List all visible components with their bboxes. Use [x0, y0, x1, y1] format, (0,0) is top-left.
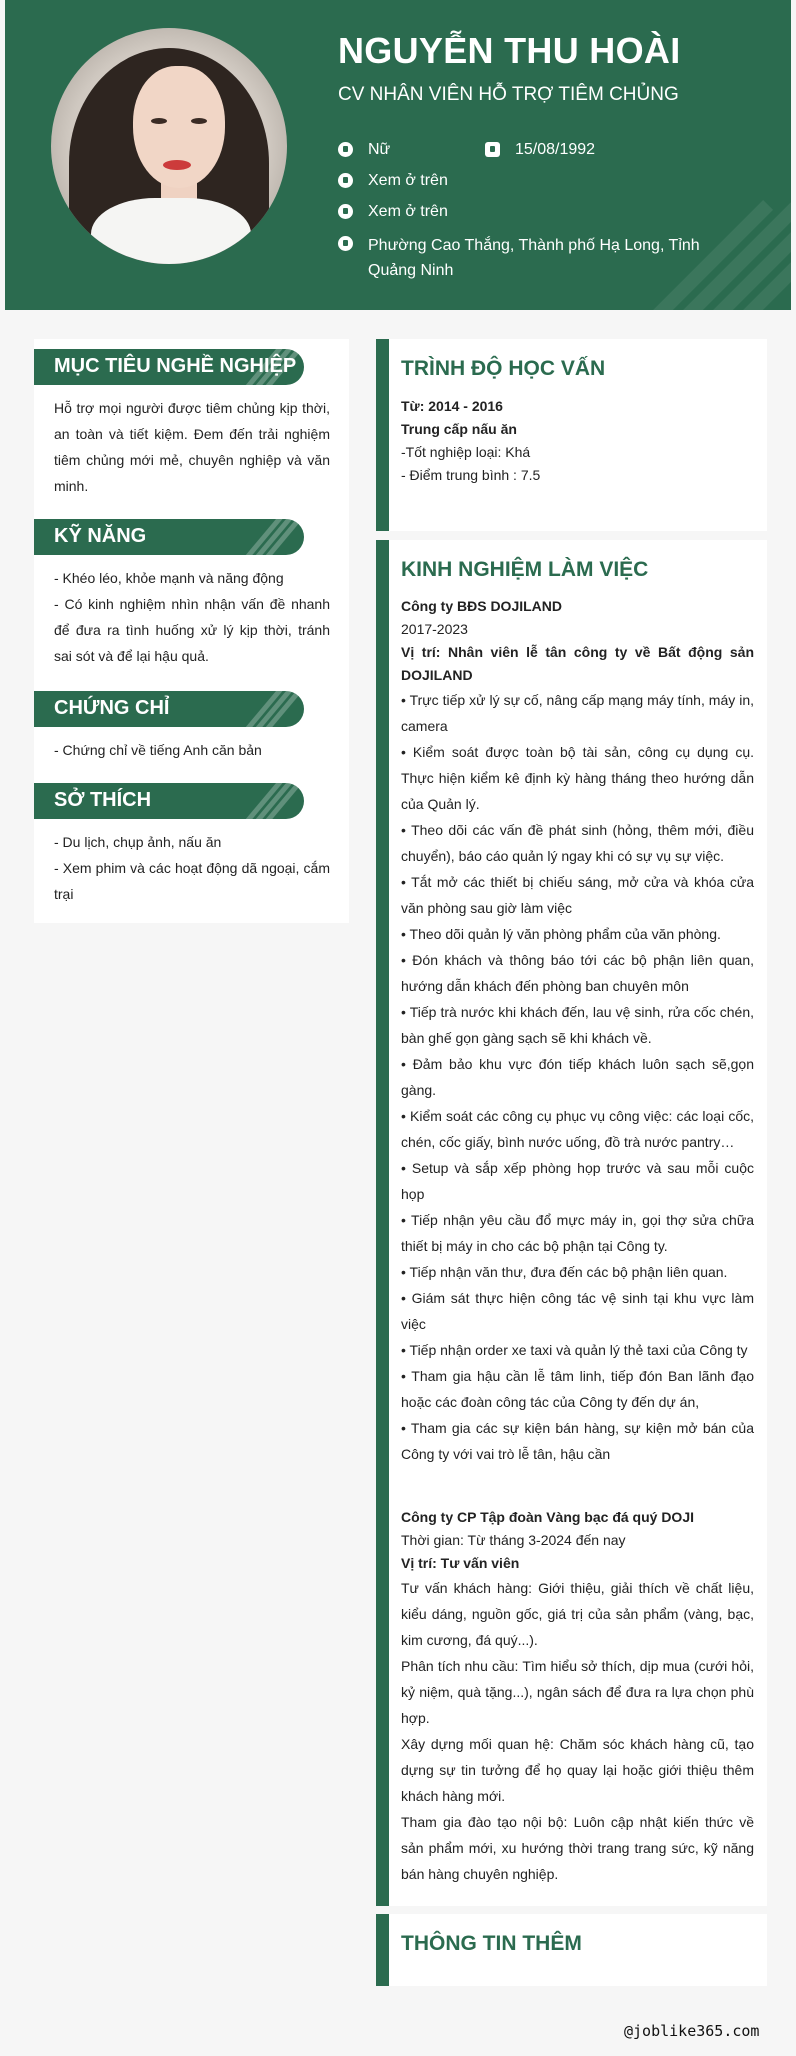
address-line-2: Quảng Ninh — [368, 262, 454, 279]
experience-title: KINH NGHIỆM LÀM VIỆC — [401, 558, 649, 581]
job-duty: Tư vấn khách hàng: Giới thiệu, giải thích về chất liệu, kiểu dáng, nguồn gốc, giá trị của sản phẩm (vàng, bạc, kim cương, đá quý...). — [401, 1580, 754, 1648]
job-position: Vị trí: Tư vấn viên — [401, 1555, 520, 1571]
decorative-stripes — [661, 220, 791, 310]
education-rank: -Tốt nghiệp loại: Khá — [401, 444, 531, 460]
more-info-title: THÔNG TIN THÊM — [401, 1932, 582, 1955]
address-line-1: Phường Cao Thắng, Thành phố Hạ Long, Tỉnh — [368, 237, 700, 254]
user-icon — [338, 142, 353, 157]
hobby-item: - Xem phim và các hoạt động dã ngoại, cắm trại — [54, 860, 330, 902]
objective-title: MỤC TIÊU NGHỀ NGHIỆP — [54, 355, 297, 377]
education-section — [376, 339, 767, 531]
education-degree: Trung cấp nấu ăn — [401, 421, 517, 437]
job-duty: • Đón khách và thông báo tới các bộ phận liên quan, hướng dẫn khách đến phòng ban chuyên môn — [401, 952, 754, 994]
skills-heading — [34, 519, 304, 555]
address-row — [338, 233, 698, 283]
calendar-icon — [485, 142, 500, 157]
job-duty: • Tiếp nhận order xe taxi và quản lý thẻ taxi của Công ty — [401, 1342, 748, 1358]
job-title: CV NHÂN VIÊN HỖ TRỢ TIÊM CHỦNG — [338, 84, 679, 105]
education-title: TRÌNH ĐỘ HỌC VẤN — [401, 357, 606, 380]
job-duty: • Trực tiếp xử lý sự cố, nâng cấp mạng máy tính, máy in, camera — [401, 692, 754, 734]
job-2 — [401, 1506, 754, 1887]
job-time: 2017-2023 — [401, 621, 468, 637]
hobbies-title: SỞ THÍCH — [54, 789, 152, 811]
profile-photo — [51, 28, 287, 264]
hobbies-list — [54, 829, 330, 907]
location-icon — [338, 236, 353, 251]
job-duty: • Tiếp nhận yêu cầu đổ mực máy in, gọi thợ sửa chữa thiết bị máy in cho các bộ phận tại Công ty. — [401, 1212, 754, 1254]
skill-item: - Có kinh nghiệm nhìn nhận vấn đề nhanh để đưa ra tình huống xử lý kịp thời, tránh sai sót và để lại hậu quả. — [54, 596, 330, 664]
job-time: Thời gian: Từ tháng 3-2024 đến nay — [401, 1532, 626, 1548]
phone-icon — [338, 173, 353, 188]
hobby-item: - Du lịch, chụp ảnh, nấu ăn — [54, 834, 222, 850]
certificate-item: - Chứng chỉ về tiếng Anh căn bản — [54, 742, 262, 758]
certificates-title: CHỨNG CHỈ — [54, 697, 170, 719]
objective-text: Hỗ trợ mọi người được tiêm chủng kịp thời, an toàn và tiết kiệm. Đem đến trải nghiệm tiêm chủng mới mẻ, chuyên nghiệp và văn minh. — [54, 400, 330, 494]
birthday-row — [485, 139, 645, 161]
job-duty: • Tham gia hậu cần lễ tâm linh, tiếp đón Ban lãnh đạo hoặc các đoàn công tác của Công ty đến dự án, — [401, 1368, 754, 1410]
job-duty: • Theo dõi quản lý văn phòng phẩm của văn phòng. — [401, 926, 721, 942]
gender-row — [338, 139, 478, 161]
skill-item: - Khéo léo, khỏe mạnh và năng động — [54, 570, 284, 586]
job-duty: • Đảm bảo khu vực đón tiếp khách luôn sạch sẽ,gọn gàng. — [401, 1056, 754, 1098]
job-duty: • Tiếp trà nước khi khách đến, lau vệ sinh, rửa cốc chén, bàn ghế gọn gàng sạch sẽ khi khách về. — [401, 1004, 754, 1046]
cv-header — [5, 0, 791, 310]
job-company: Công ty CP Tập đoàn Vàng bạc đá quý DOJI — [401, 1509, 695, 1525]
job-duty: • Tham gia các sự kiện bán hàng, sự kiện mở bán của Công ty với vai trò lễ tân, hậu cần — [401, 1420, 754, 1462]
skills-title: KỸ NĂNG — [54, 525, 147, 547]
education-details — [401, 395, 751, 487]
job-duty: • Tiếp nhận văn thư, đưa đến các bộ phận liên quan. — [401, 1264, 728, 1280]
certificates-heading — [34, 691, 304, 727]
experience-section — [376, 540, 767, 1906]
job-duty: • Kiểm soát được toàn bộ tài sản, công cụ dụng cụ. Thực hiện kiểm kê định kỳ hàng tháng theo hướng dẫn của Quản lý. — [401, 744, 754, 812]
job-duty: • Setup và sắp xếp phòng họp trước và sau mỗi cuộc họp — [401, 1160, 754, 1202]
certificates-list — [54, 737, 330, 763]
job-1 — [401, 595, 754, 1467]
job-duty: • Theo dõi các vấn đề phát sinh (hỏng, thêm mới, điều chuyển), báo cáo quản lý ngay khi có sự vụ sự việc. — [401, 822, 754, 864]
job-duty: Phân tích nhu cầu: Tìm hiểu sở thích, dịp mua (cưới hỏi, kỷ niệm, quà tặng...), ngân sách để đưa ra lựa chọn phù hợp. — [401, 1658, 754, 1726]
phone-row — [338, 170, 538, 192]
education-period: Từ: 2014 - 2016 — [401, 398, 503, 414]
job-duty: Tham gia đào tạo nội bộ: Luôn cập nhật kiến thức về sản phẩm mới, xu hướng thời trang trang sức, kỹ năng bán hàng chuyên nghiệp. — [401, 1814, 754, 1882]
objective-heading — [34, 349, 304, 385]
skills-list — [54, 565, 330, 669]
job-duty: Xây dựng mối quan hệ: Chăm sóc khách hàng cũ, tạo dựng sự tin tưởng để họ quay lại hoặc giới thiệu thêm khách hàng mới. — [401, 1736, 754, 1804]
job-duty: • Tắt mở các thiết bị chiếu sáng, mở cửa và khóa cửa văn phòng sau giờ làm việc — [401, 874, 754, 916]
education-gpa: - Điểm trung bình : 7.5 — [401, 467, 541, 483]
more-info-section — [376, 1914, 767, 1986]
job-duty: • Kiểm soát các công cụ phục vụ công việc: các loại cốc, chén, cốc giấy, bình nước uống, đồ trà nước pantry… — [401, 1108, 754, 1150]
birthday-value: 15/08/1992 — [515, 141, 596, 158]
email-row — [338, 201, 538, 223]
email-icon — [338, 204, 353, 219]
job-company: Công ty BĐS DOJILAND — [401, 598, 562, 614]
job-position: Vị trí: Nhân viên lễ tân công ty về Bất động sản DOJILAND — [401, 644, 754, 683]
phone-value: Xem ở trên — [368, 172, 448, 189]
email-value: Xem ở trên — [368, 203, 448, 220]
gender-value: Nữ — [368, 141, 391, 158]
hobbies-heading — [34, 783, 304, 819]
candidate-name: NGUYỄN THU HOÀI — [338, 30, 681, 71]
left-column — [34, 339, 349, 923]
job-duty: • Giám sát thực hiện công tác vệ sinh tại khu vực làm việc — [401, 1290, 754, 1332]
watermark: @joblike365.com — [624, 2022, 760, 2040]
